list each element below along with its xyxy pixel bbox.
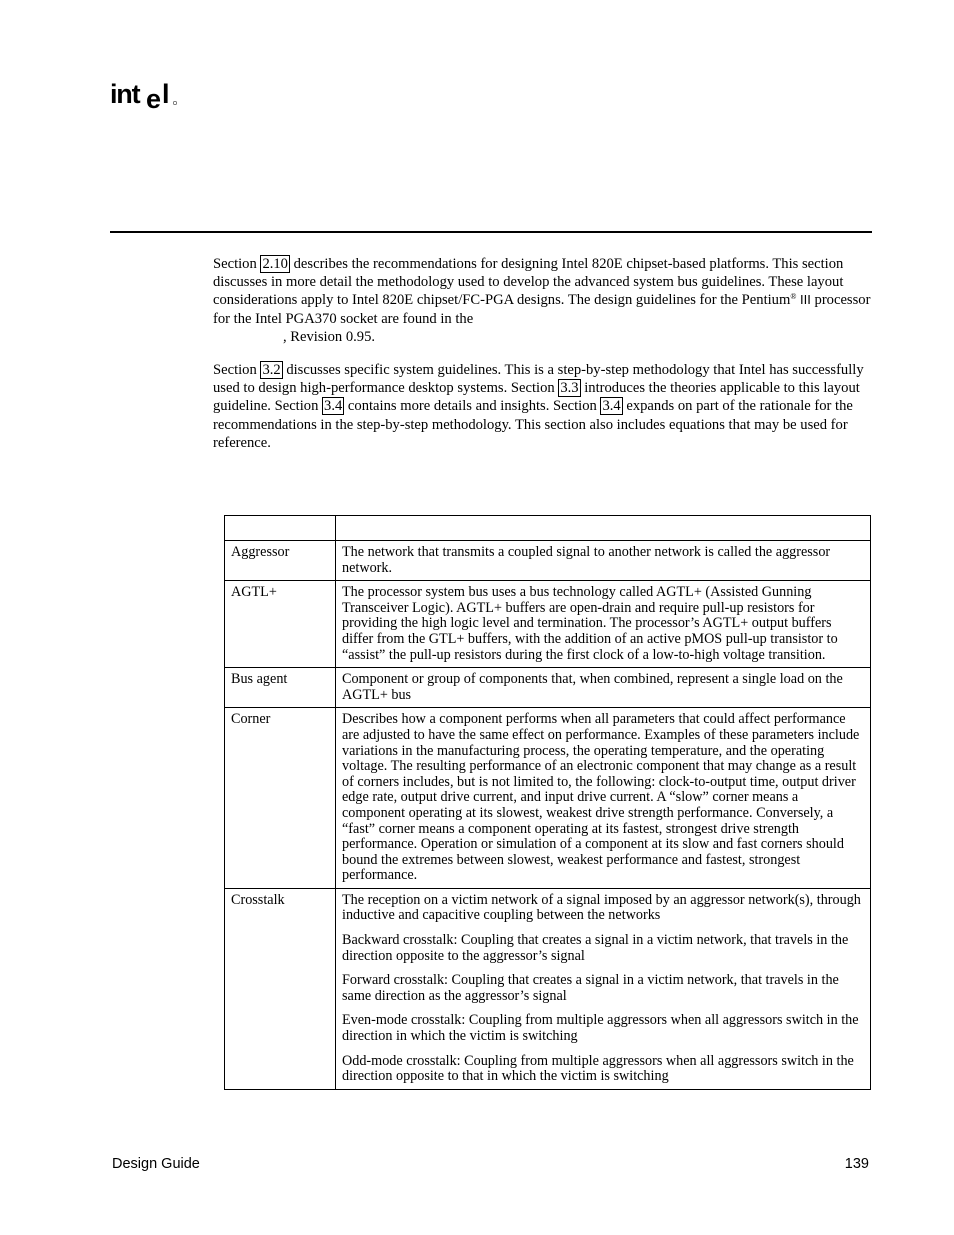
table-row xyxy=(225,668,871,708)
svg-text:int: int xyxy=(110,79,140,109)
section-link-3-3[interactable]: 3.3 xyxy=(560,380,579,397)
definition-cell xyxy=(336,541,871,581)
definition-text: Component or group of components that, when combined, represent a single load on the AGTL+ bus xyxy=(342,671,843,703)
page-number: 139 xyxy=(844,1156,869,1172)
definition-text: The reception on a victim network of a signal imposed by an aggressor network(s), through inductive and capacitive coupling between the networks xyxy=(342,891,861,924)
section-link-3-2[interactable]: 3.2 xyxy=(262,362,281,378)
intro-paragraph-2: Section 3.2 discusses specific system guidelines. This is a step-by-step methodology that Intel has successfully used to design high-performance desktop systems. Section 3.3 introduces the theories applicable to this layout guideline. Section 3.4 contains more details and insights. Section 3.4 expands on part of the rationale for the recommendations in the step-by-step methodology. This section also includes equations that may be used for reference. xyxy=(213,362,864,451)
definition-cell xyxy=(336,888,871,1089)
section-link-2-10[interactable]: 2.10 xyxy=(262,256,288,272)
table-row xyxy=(225,888,871,1089)
table-row xyxy=(225,708,871,889)
header-cell-term xyxy=(225,516,336,541)
definition-text: Forward crosstalk: Coupling that creates a signal in a victim network, that travels in the same direction as the aggressor’s signal xyxy=(342,972,839,1004)
definition-text: Backward crosstalk: Coupling that creates a signal in a victim network, that travels in the direction opposite to the aggressor’s signal xyxy=(342,932,849,964)
table-row xyxy=(225,581,871,668)
term-cell: Crosstalk xyxy=(225,888,336,1089)
svg-text:e: e xyxy=(146,84,162,114)
definition-cell xyxy=(336,581,871,668)
section-link-3-4-b[interactable]: 3.4 xyxy=(602,398,621,415)
section-rule xyxy=(110,231,872,233)
table-header-row xyxy=(225,516,871,541)
registered-mark: ® xyxy=(790,292,797,302)
table-row xyxy=(225,541,871,581)
section-link-3-4[interactable]: 3.4 xyxy=(324,398,343,415)
definition-text: Describes how a component performs when all parameters that could affect performance are adjusted to have the same effect on performance. Examples of these parameters include variations in the manufacturing process, the operating temperature, and the operating voltage. The resulting performance of an electronic component that may change as a result of corners includes, but is not limited to, the following: clock-to-output time, output driver edge rate, output drive current, and input drive current. A “slow” corner means a component operating at its slowest, weakest drive strength performance. Conversely, a “fast” corner means a component operating at its fastest, strongest drive strength performance. Operation or simulation of a component at its slow and fast corners should bound the extremes between slowest, weakest performance and fastest, strongest performance. xyxy=(342,711,860,884)
definition-text: The processor system bus uses a bus technology called AGTL+ (Assisted Gunning Transceiver Logic). AGTL+ buffers are open-drain and require pull-up resistors for providing the high logic level and termination. The processor’s AGTL+ output buffers differ from the GTL+ buffers, with the addition of an active pMOS pull-up transistor to “assist” the pull-up resistors during the first clock of a low-to-high voltage transition. xyxy=(342,584,838,663)
definition-text: Even-mode crosstalk: Coupling from multiple aggressors when all aggressors switch in the direction in which the victim is switching xyxy=(342,1012,859,1045)
term-cell: Bus agent xyxy=(225,668,336,708)
footer-doc-title: Design Guide xyxy=(112,1156,200,1172)
term-cell: AGTL+ xyxy=(225,581,336,668)
intro-paragraph-1: Section 2.10 describes the recommendations for designing Intel 820E chipset-based platforms. This section discusses in more detail the methodology used to develop the advanced system bus guidelines. These layout considerations apply to Intel 820E chipset/FC-PGA designs. The design guidelines for the Pentium® III processor for the Intel PGA370 socket are found in the , Revision 0.95. xyxy=(213,256,871,345)
intel-logo xyxy=(110,78,182,114)
svg-text:l: l xyxy=(162,79,170,109)
definition-cell xyxy=(336,708,871,889)
definition-text: The network that transmits a coupled signal to another network is called the aggressor network. xyxy=(342,544,831,576)
definition-cell xyxy=(336,668,871,708)
term-cell: Aggressor xyxy=(225,541,336,581)
terminology-table xyxy=(224,515,871,1090)
header-cell-definition xyxy=(336,516,871,541)
term-cell: Corner xyxy=(225,708,336,889)
definition-text: Odd-mode crosstalk: Coupling from multiple aggressors when all aggressors switch in the direction opposite to that in which the victim is switching xyxy=(342,1052,854,1085)
